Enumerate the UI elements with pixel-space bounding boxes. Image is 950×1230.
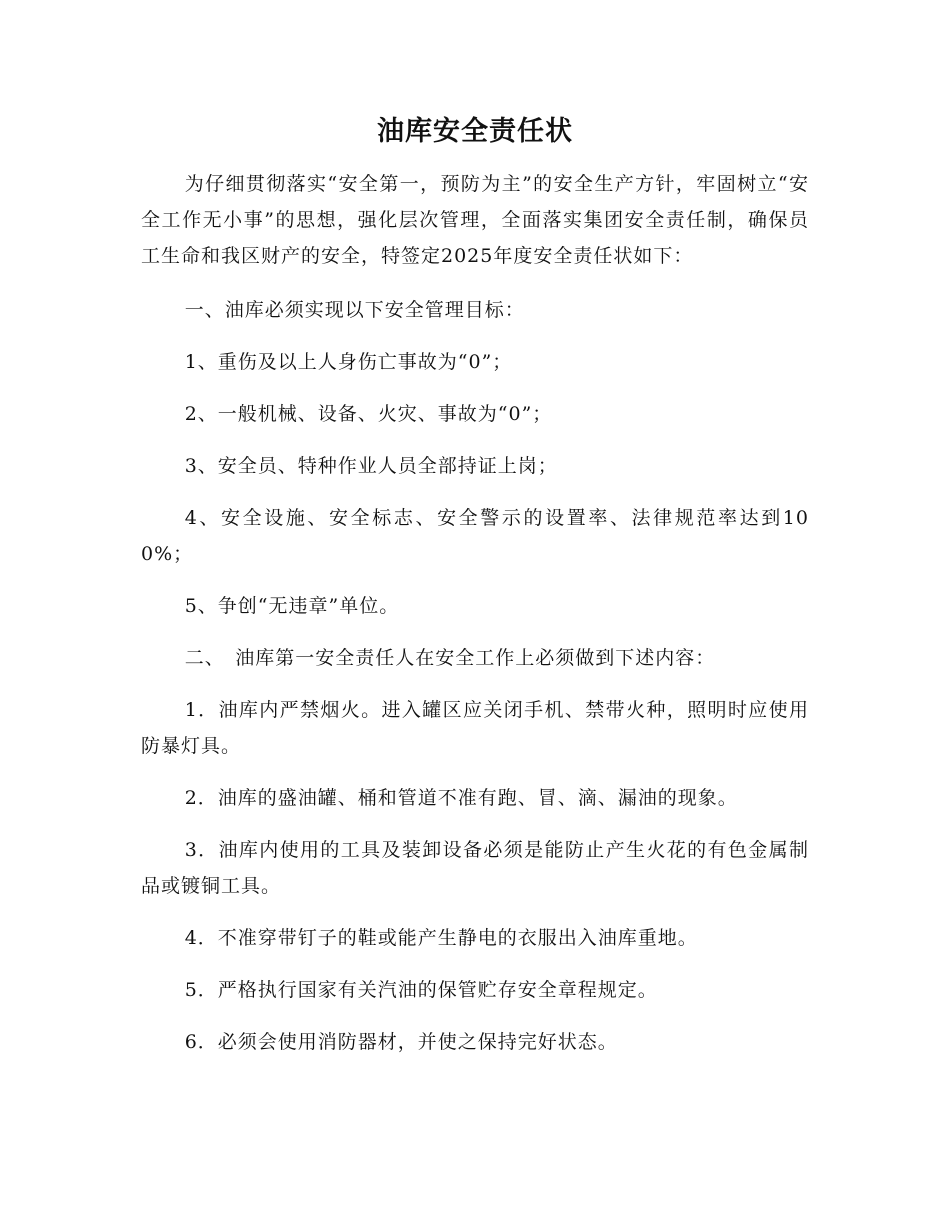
- rule-item-6: 6．必须会使用消防器材，并使之保持完好状态。: [184, 1031, 618, 1053]
- section-two-heading: 二、 油库第一安全责任人在安全工作上必须做到下述内容：: [184, 647, 716, 669]
- rule-item-5: 5．严格执行国家有关汽油的保管贮存安全章程规定。: [184, 979, 658, 1001]
- section-one-heading: 一、油库必须实现以下安全管理目标：: [184, 299, 525, 321]
- goal-item-5: 5、争创“无违章”单位。: [184, 595, 400, 617]
- goal-item-2: 2、一般机械、设备、火灾、事故为“0”；: [184, 403, 553, 425]
- goal-item-1: 1、重伤及以上人身伤亡事故为“0”；: [184, 351, 513, 373]
- document-body: [141, 166, 809, 1076]
- rule-item-3: 3．油库内使用的工具及装卸设备必须是能防止产生火花的有色金属制品或镀铜工具。: [141, 839, 809, 897]
- rule-item-4: 4．不准穿带钉子的鞋或能产生静电的衣服出入油库重地。: [184, 927, 698, 949]
- rule-item-2: 2．油库的盛油罐、桶和管道不准有跑、冒、滴、漏油的现象。: [184, 787, 738, 809]
- intro-paragraph: 为仔细贯彻落实“安全第一，预防为主”的安全生产方针，牢固树立“安全工作无小事”的思想，强化层次管理，全面落实集团安全责任制，确保员工生命和我区财产的安全，特签定2025年度安全责任状如下：: [141, 173, 809, 267]
- goal-item-3: 3、安全员、特种作业人员全部持证上岗；: [184, 455, 558, 477]
- rule-item-1: 1．油库内严禁烟火。进入罐区应关闭手机、禁带火种，照明时应使用防暴灯具。: [141, 699, 809, 757]
- document-title: 油库安全责任状: [377, 116, 573, 147]
- goal-item-4: 4、安全设施、安全标志、安全警示的设置率、法律规范率达到100%；: [141, 507, 809, 565]
